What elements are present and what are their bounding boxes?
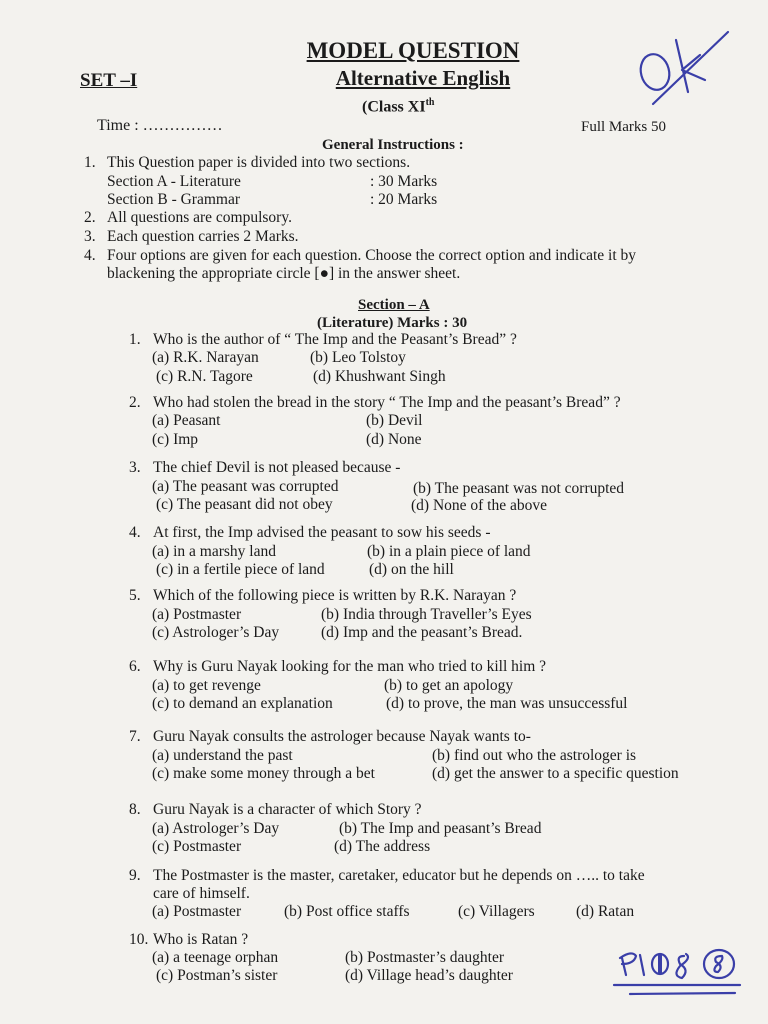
question-number: 9. xyxy=(129,867,141,884)
option-c: (c) Postmaster xyxy=(152,838,242,855)
option-b: (b) find out who the astrologer is xyxy=(432,747,637,764)
instruction-text: This Question paper is divided into two sections. xyxy=(107,154,411,171)
option-b: (b) The Imp and peasant’s Bread xyxy=(339,820,542,837)
option-a: (a) a teenage orphan xyxy=(152,949,279,966)
option-b: (b) in a plain piece of land xyxy=(367,543,531,560)
option-a: (a) Astrologer’s Day xyxy=(152,820,280,837)
section-a-marks: : 30 Marks xyxy=(370,173,438,190)
option-d: (d) Ratan xyxy=(576,903,635,920)
instructions-heading: General Instructions : xyxy=(322,137,464,153)
option-c: (c) The peasant did not obey xyxy=(156,496,333,513)
option-a: (a) R.K. Narayan xyxy=(152,349,259,366)
option-c: (c) make some money through a bet xyxy=(152,765,375,782)
question-number: 4. xyxy=(129,524,141,541)
question-text: Who had stolen the bread in the story “ The Imp and the peasant’s Bread” ? xyxy=(153,394,621,411)
instruction-num: 1. xyxy=(84,154,96,171)
section-subtitle: (Literature) Marks : 30 xyxy=(317,315,468,331)
option-d: (d) Khushwant Singh xyxy=(313,368,446,385)
option-b: (b) Leo Tolstoy xyxy=(310,349,406,366)
question-number: 1. xyxy=(129,331,141,348)
option-b: (b) India through Traveller’s Eyes xyxy=(321,606,532,623)
instruction-text: blackening the appropriate circle [●] in the answer sheet. xyxy=(107,265,461,282)
option-a: (a) to get revenge xyxy=(152,677,261,694)
option-c: (c) R.N. Tagore xyxy=(156,368,253,385)
option-d: (d) None xyxy=(366,431,422,448)
option-b: (b) Postmaster’s daughter xyxy=(345,949,504,966)
option-b: (b) The peasant was not corrupted xyxy=(413,480,625,497)
set-label: SET –I xyxy=(80,70,138,91)
instruction-num: 2. xyxy=(84,209,96,226)
time-field: Time : …………… xyxy=(97,117,223,134)
option-c: (c) Villagers xyxy=(458,903,535,920)
option-c: (c) in a fertile piece of land xyxy=(156,561,325,578)
option-b: (b) to get an apology xyxy=(384,677,514,694)
question-text-continued: care of himself. xyxy=(153,885,250,902)
document-subtitle: Alternative English xyxy=(335,66,511,90)
option-b: (b) Post office staffs xyxy=(284,903,410,920)
handwritten-ok-mark xyxy=(637,32,728,104)
question-text: The Postmaster is the master, caretaker, educator but he depends on ….. to take xyxy=(153,867,645,884)
option-a: (a) Peasant xyxy=(152,412,221,429)
question-number: 5. xyxy=(129,587,141,604)
instruction-num: 3. xyxy=(84,228,96,245)
option-c: (c) Postman’s sister xyxy=(156,967,278,984)
question-number: 7. xyxy=(129,728,141,745)
option-a: (a) understand the past xyxy=(152,747,293,764)
question-text: Which of the following piece is written by R.K. Narayan ? xyxy=(153,587,517,604)
question-text: At first, the Imp advised the peasant to sow his seeds - xyxy=(153,524,491,541)
option-a: (a) The peasant was corrupted xyxy=(152,478,339,495)
option-d: (d) Imp and the peasant’s Bread. xyxy=(321,624,523,641)
option-c: (c) to demand an explanation xyxy=(152,695,333,712)
option-a: (a) Postmaster xyxy=(152,903,242,920)
section-b-marks: : 20 Marks xyxy=(370,191,438,208)
section-title: Section – A xyxy=(358,297,430,313)
instruction-text: Section A - Literature xyxy=(107,173,241,190)
option-d: (d) on the hill xyxy=(369,561,454,578)
question-text: Guru Nayak is a character of which Story ? xyxy=(153,801,422,818)
question-number: 10. xyxy=(129,931,149,948)
full-marks: Full Marks 50 xyxy=(581,119,667,135)
option-a: (a) Postmaster xyxy=(152,606,242,623)
option-c: (c) Astrologer’s Day xyxy=(152,624,280,641)
question-text: Why is Guru Nayak looking for the man who tried to kill him ? xyxy=(153,658,547,675)
instruction-text: Four options are given for each question. Choose the correct option and indicate it by xyxy=(107,247,637,264)
question-number: 3. xyxy=(129,459,141,476)
question-number: 8. xyxy=(129,801,141,818)
question-number: 6. xyxy=(129,658,141,675)
instruction-num: 4. xyxy=(84,247,96,264)
option-d: (d) to prove, the man was unsuccessful xyxy=(386,695,628,712)
document-title: MODEL QUESTION xyxy=(306,38,520,63)
option-b: (b) Devil xyxy=(366,412,423,429)
question-number: 2. xyxy=(129,394,141,411)
question-text: Who is Ratan ? xyxy=(153,931,249,948)
question-text: Guru Nayak consults the astrologer because Nayak wants to- xyxy=(153,728,531,745)
option-d: (d) get the answer to a specific question xyxy=(432,765,679,782)
instruction-text: All questions are compulsory. xyxy=(107,209,292,226)
handwritten-score-mark xyxy=(614,950,740,994)
instruction-text: Each question carries 2 Marks. xyxy=(107,228,299,245)
instruction-text: Section B - Grammar xyxy=(107,191,241,208)
option-d: (d) None of the above xyxy=(411,497,548,514)
option-a: (a) in a marshy land xyxy=(152,543,276,560)
question-text: The chief Devil is not pleased because - xyxy=(153,459,401,476)
option-d: (d) Village head’s daughter xyxy=(345,967,513,984)
class-label: (Class XIth xyxy=(362,97,435,116)
option-c: (c) Imp xyxy=(152,431,199,448)
option-d: (d) The address xyxy=(334,838,431,855)
question-text: Who is the author of “ The Imp and the Peasant’s Bread” ? xyxy=(153,331,517,348)
